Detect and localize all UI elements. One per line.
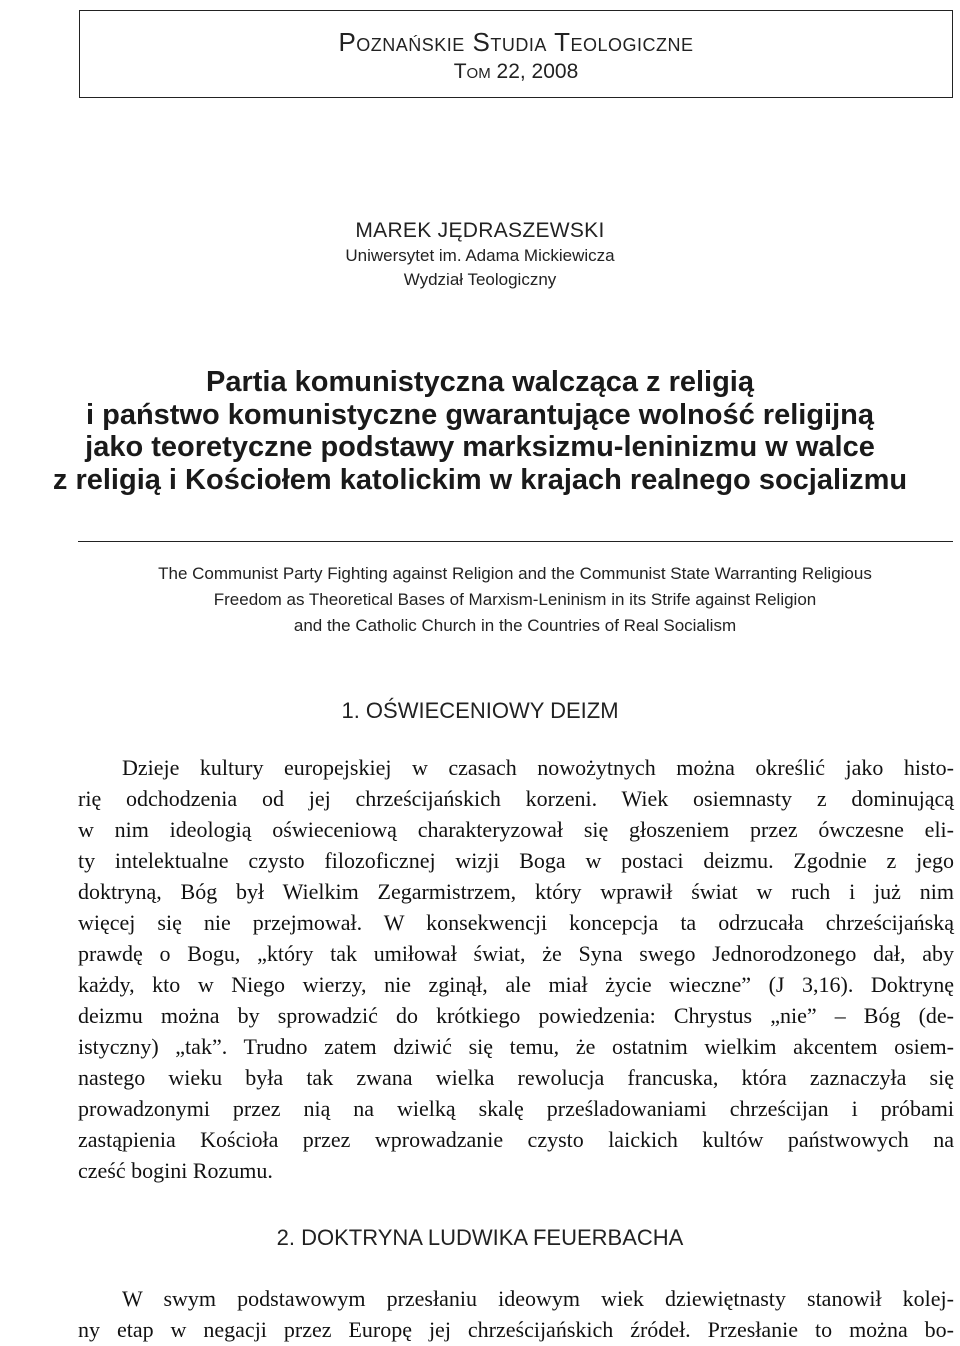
paragraph-line: rię odchodzenia od jej chrześcijańskich korzeni. Wiek osiemnasty z dominującą [78,786,954,811]
author-affiliation-faculty: Wydział Teologiczny [403,270,557,289]
author-block [0,218,960,292]
section-1-heading: 1. OŚWIECENIOWY DEIZM [341,698,619,723]
article-title [20,366,940,496]
title-divider [78,541,953,542]
paragraph-line: W swym podstawowym przesłaniu ideowym wiek dziewiętnasty stanowił kolej- [122,1286,954,1311]
article-title-line: i państwo komunistyczne gwarantujące wolność religijną [85,398,874,431]
paragraph-line: prawdę o Bogu, „który tak umiłował świat, że Syna swego Jednorodzonego dał, aby [78,941,954,966]
paragraph-line: każdy, kto w Niego wierzy, nie zginął, ale miał życie wieczne” (J 3,16). Doktrynę [78,972,954,997]
section-2-paragraph [78,1283,954,1345]
english-title-line: and the Catholic Church in the Countries of Real Socialism [293,616,737,635]
paragraph-line: istyczny) „tak”. Trudno zatem dziwić się temu, że ostatnim wielkim akcentem osiem- [78,1034,954,1059]
article-title-line: z religią i Kościołem katolickim w krajach realnego socjalizmu [52,463,908,496]
paragraph-line: w nim ideologią oświeceniową charakteryzował się głoszeniem przez ówczesne eli- [78,817,954,842]
paragraph-line: nastego wieku była tak zwana wielka rewolucja francuska, która zaznaczyła się [78,1065,954,1090]
author-name: MAREK JĘDRASZEWSKI [355,219,605,242]
paragraph-line: doktryną, Bóg był Wielkim Zegarmistrzem, który wprawił świat w ruch i już nim [78,879,954,904]
english-title-line: Freedom as Theoretical Bases of Marxism-Leninism in its Strife against Religion [213,590,817,609]
paragraph-line: cześć bogini Rozumu. [78,1158,273,1183]
paragraph-line: zastąpienia Kościoła przez wprowadzanie czysto laickich kultów państwowych na [78,1127,954,1152]
journal-title: Poznańskie Studia Teologiczne [338,27,694,57]
paragraph-line: deizmu można by sprowadzić do krótkiego powiedzenia: Chrystus „nie” – Bóg (de- [78,1003,954,1028]
author-affiliation-university: Uniwersytet im. Adama Mickiewicza [345,246,615,265]
journal-header-box [79,10,953,98]
paragraph-line: ty intelektualne czysto filozoficznej wizji Boga w postaci deizmu. Zgodnie z jego [78,848,954,873]
paragraph-line: prowadzonymi przez nią na wielką skalę prześladowaniami chrześcijan i próbami [78,1096,954,1121]
english-title [60,561,960,639]
section-1-paragraph [78,752,954,1186]
paragraph-line: więcej się nie przejmował. W konsekwencji koncepcja ta odrzucała chrześcijańską [78,910,954,935]
paragraph-line: Dzieje kultury europejskiej w czasach nowożytnych można określić jako histo- [122,755,954,780]
article-title-line: Partia komunistyczna walcząca z religią [205,366,754,398]
journal-volume: Tom 22, 2008 [453,60,579,83]
section-2-heading: 2. DOKTRYNA LUDWIKA FEUERBACHA [276,1225,684,1250]
paragraph-line: ny etap w negacji przez Europę jej chrześcijańskich źródeł. Przesłanie to można bo- [78,1317,954,1342]
english-title-line: The Communist Party Fighting against Religion and the Communist State Warranting Religious [158,564,872,583]
article-title-line: jako teoretyczne podstawy marksizmu-leninizmu w walce [85,431,875,463]
